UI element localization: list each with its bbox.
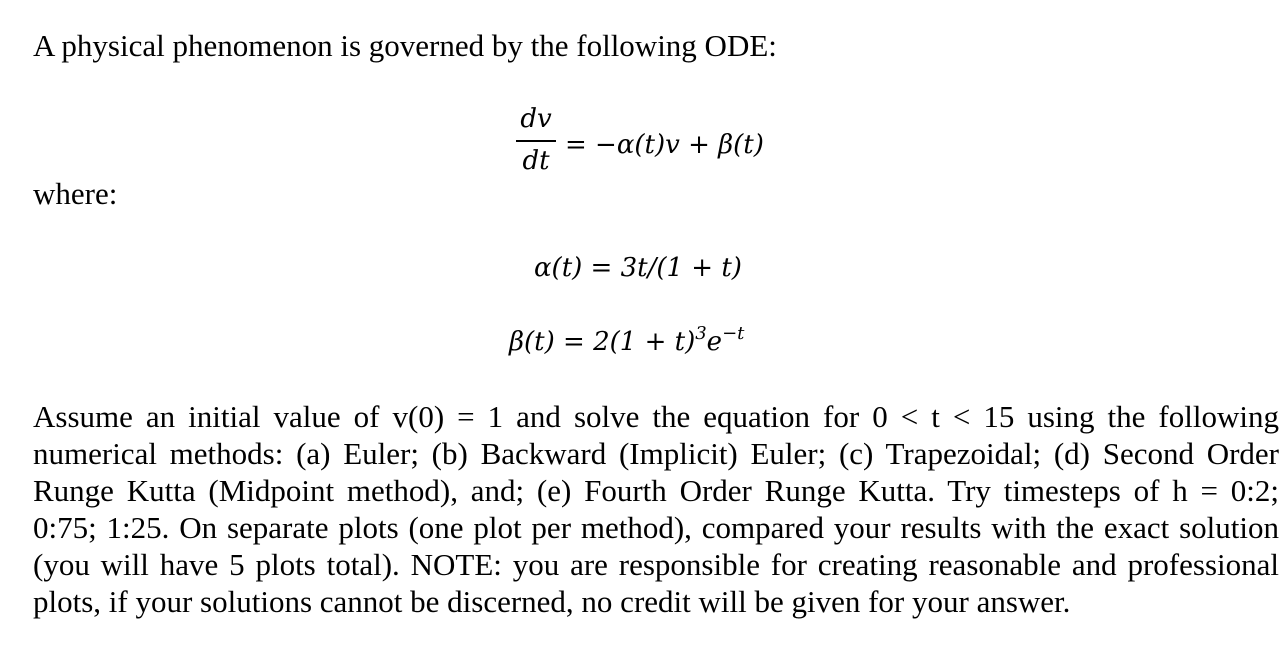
paragraph-line: plots, if your solutions cannot be discerned, no credit will be given for your answer. — [33, 584, 1071, 619]
paragraph-line: (you will have 5 plots total). NOTE: you are responsible for creating reasonable and professional — [33, 547, 1279, 582]
paragraph-line: numerical methods: (a) Euler; (b) Backward (Implicit) Euler; (c) Trapezoidal; (d) Second Order — [33, 436, 1279, 471]
ode-right-hand-side: = −α(t)v + β(t) — [565, 130, 764, 160]
paragraph-line: Runge Kutta (Midpoint method), and; (e) Fourth Order Runge Kutta. Try timesteps of h = 0:2; — [33, 473, 1279, 508]
ode-derivative-fraction — [516, 104, 556, 176]
beta-definition — [509, 323, 745, 360]
beta-cube-exponent: 3 — [695, 323, 707, 344]
paragraph-line: Assume an initial value of v(0) = 1 and solve the equation for 0 < t < 15 using the following — [33, 399, 1279, 434]
alpha-definition: α(t) = 3t/(1 + t) — [534, 253, 742, 283]
fraction-bar — [516, 140, 556, 142]
ode-denominator: dt — [522, 146, 550, 176]
intro-sentence: A physical phenomenon is governed by the following ODE: — [33, 28, 777, 63]
beta-exp-base: e — [706, 327, 723, 357]
beta-main: β(t) = 2(1 + t) — [509, 327, 696, 357]
where-label: where: — [33, 176, 118, 211]
paragraph-line: 0:75; 1:25. On separate plots (one plot per method), compared your results with the exact solution — [33, 510, 1279, 545]
ode-numerator: dv — [520, 104, 552, 134]
beta-exp-exponent: −t — [722, 323, 745, 344]
problem-paragraph — [33, 398, 1279, 620]
